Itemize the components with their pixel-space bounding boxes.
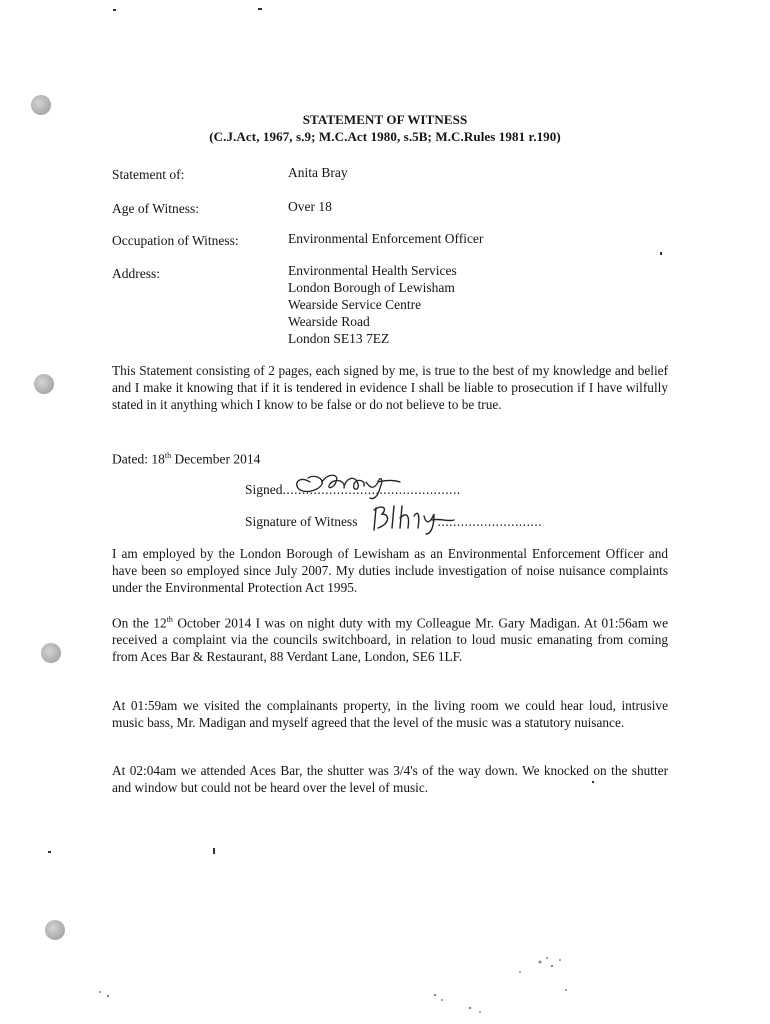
dated-prefix: Dated: 18 xyxy=(112,451,165,467)
complaint-ordinal: th xyxy=(166,615,173,624)
address-line: London SE13 7EZ xyxy=(288,331,390,346)
dated-ordinal: th xyxy=(164,451,172,460)
statement-of-label: Statement of: xyxy=(112,167,185,182)
statement-of-value: Anita Bray xyxy=(288,165,348,180)
age-value: Over 18 xyxy=(288,199,332,214)
address-line: Environmental Health Services xyxy=(288,263,457,278)
declaration-paragraph: This Statement consisting of 2 pages, each signed by me, is true to the best of my knowledge and belief and I make it knowing that if it is tendered in evidence I shall be liable to prosecution if I have wilfully stated in it anything which I know to be false or do not believe to be true. xyxy=(112,363,668,412)
witness-signature-dots: ........................... xyxy=(437,514,543,529)
signed-dots: .............................................. xyxy=(282,482,461,497)
complaint-rest: October 2014 I was on night duty with my Colleague Mr. Gary Madigan. At 01:56am we received a complaint via the councils switchboard, in relation to loud music emanating from coming from Aces Bar & Restaurant, 88 Verdant Lane, London, SE6 1LF. xyxy=(112,615,668,665)
complaint-prefix: On the 12 xyxy=(112,615,167,631)
occupation-label: Occupation of Witness: xyxy=(112,233,239,248)
address-label: Address: xyxy=(112,266,160,281)
witness-signature-label: Signature of Witness xyxy=(245,514,358,529)
age-label: Age of Witness: xyxy=(112,201,199,216)
address-line: Wearside Road xyxy=(288,314,370,329)
visit-paragraph: At 01:59am we visited the complainants property, in the living room we could hear loud, intrusive music bass, Mr. Madigan and myself agreed that the level of the music was a statutory nuisance. xyxy=(112,698,668,730)
address-line: London Borough of Lewisham xyxy=(288,280,455,295)
attendance-paragraph: At 02:04am we attended Aces Bar, the shutter was 3/4's of the way down. We knocked on the shutter and window but could not be heard over the level of music. xyxy=(112,763,668,795)
dated-rest: December 2014 xyxy=(171,451,261,467)
employment-paragraph: I am employed by the London Borough of Lewisham as an Environmental Enforcement Officer and have been so employed since July 2007. My duties include investigation of noise nuisance complaints under the Environmental Protection Act 1995. xyxy=(112,546,668,595)
document-title: STATEMENT OF WITNESS xyxy=(302,112,468,127)
address-line: Wearside Service Centre xyxy=(288,297,422,312)
occupation-value: Environmental Enforcement Officer xyxy=(288,231,484,246)
signed-label: Signed xyxy=(245,482,283,497)
document-subtitle: (C.J.Act, 1967, s.9; M.C.Act 1980, s.5B; M.C.Rules 1981 r.190) xyxy=(209,129,561,144)
